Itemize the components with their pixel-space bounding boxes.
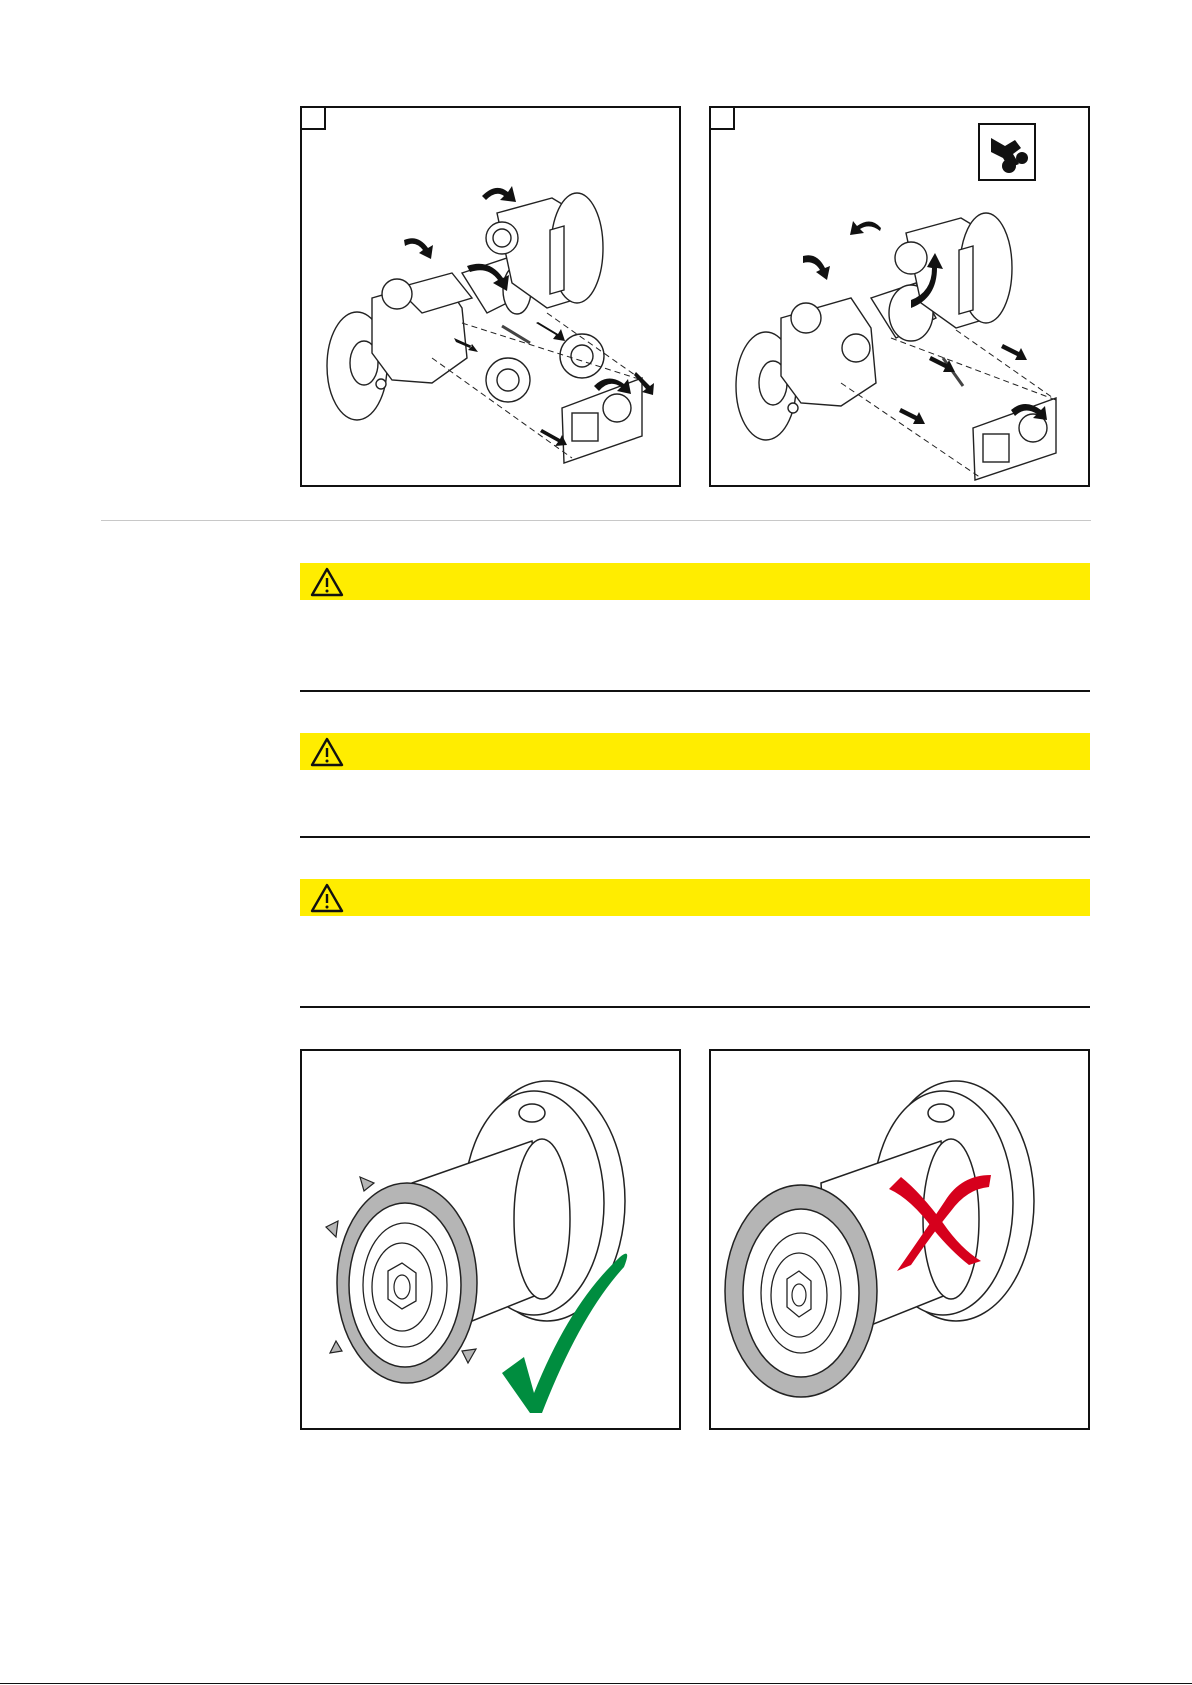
footer-rule	[0, 1683, 1192, 1684]
hand-crush-gear-icon	[979, 124, 1035, 180]
section-separator	[101, 520, 1091, 521]
spool-hub	[725, 1185, 877, 1397]
warning-header	[300, 733, 1090, 770]
drive-unit-illustration	[711, 108, 1088, 485]
warning-header	[300, 879, 1090, 916]
drive-unit-illustration	[302, 108, 679, 485]
warning-triangle-icon	[310, 567, 344, 597]
warning-divider	[300, 836, 1090, 838]
warning-divider	[300, 1006, 1090, 1008]
figure-drive-unit-disassembly	[300, 106, 681, 487]
warning-header	[300, 563, 1090, 600]
figure-spool-holder-wrong	[709, 1049, 1090, 1430]
spool-holder-illustration	[302, 1051, 679, 1428]
figure-drive-unit-reassembly	[709, 106, 1090, 487]
figure-spool-holder-correct	[300, 1049, 681, 1430]
warning-triangle-icon	[310, 883, 344, 913]
warning-divider	[300, 690, 1090, 692]
warning-triangle-icon	[310, 737, 344, 767]
spool-holder-illustration	[711, 1051, 1088, 1428]
